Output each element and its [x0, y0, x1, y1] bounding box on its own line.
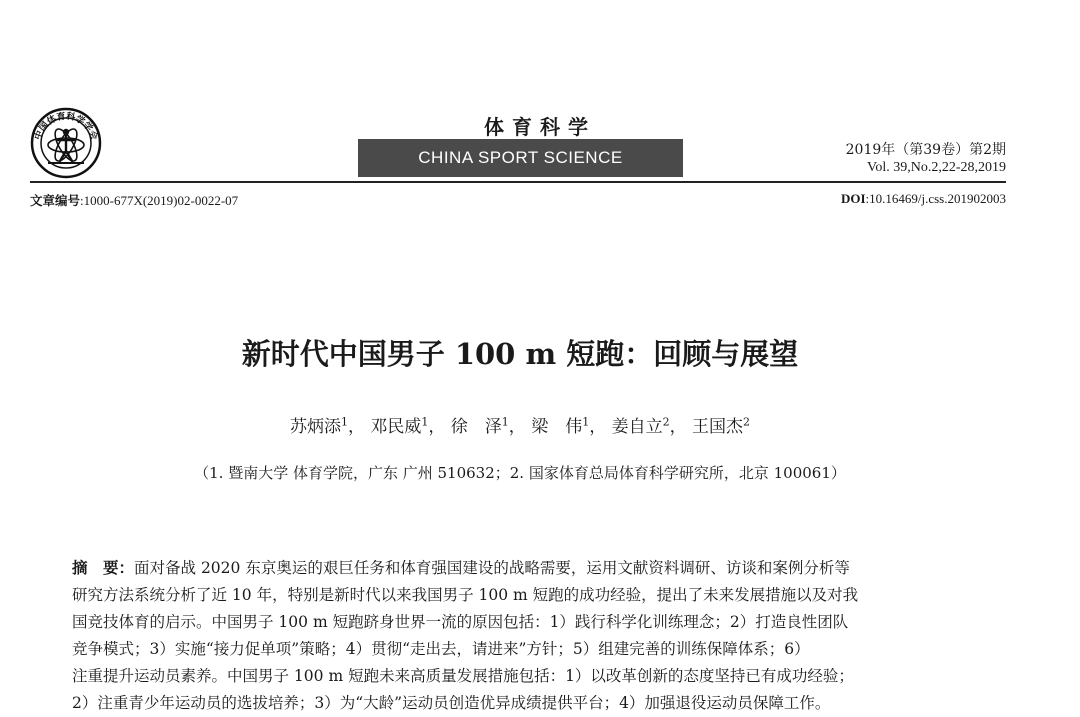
author-affiliation-mark: 2 [743, 415, 751, 429]
journal-name-cn: 体育科学 [484, 115, 596, 139]
abstract-line: 国竞技体育的启示。中国男子 100 m 短跑跻身世界一流的原因包括：1）践行科学化训练理念；2）打造良性团队 [72, 613, 849, 631]
author-name: 徐 泽 [450, 417, 502, 437]
issue-info-en: Vol. 39,No.2,22-28,2019 [867, 160, 1006, 175]
author-affiliation-mark: 1 [340, 415, 348, 429]
article-number-value: :1000-677X(2019)02-0022-07 [80, 193, 239, 208]
abstract-line: 研究方法系统分析了近 10 年，特别是新时代以来我国男子 100 m 短跑的成功经验，提出了未来发展措施以及对我 [72, 586, 859, 604]
article-number-label: 文章编号 [30, 193, 81, 208]
abstract-line: 竞争模式；3）实施“接力促单项”策略；4）贯彻“走出去，请进来”方针；5）组建完善的训练保障体系；6） [72, 640, 810, 658]
author-name: 苏炳添 [289, 417, 341, 437]
author-list: 苏炳添$^1$， 邓民威$^1$， 徐 泽$^1$， 梁 伟$^1$， 姜自立$^2$， 王国杰$^2$ [289, 415, 751, 437]
doi [841, 191, 1006, 207]
article-title: 新时代中国男子 100 m 短跑：回顾与展望 [241, 337, 799, 371]
author-affiliation-mark: 1 [582, 415, 590, 429]
abstract-line: 注重提升运动员素养。中国男子 100 m 短跑未来高质量发展措施包括：1）以改革创新的态度坚持已有成功经验； [72, 667, 854, 685]
affiliations: （1. 暨南大学 体育学院，广东 广州 510632；2. 国家体育总局体育科学研究所，北京 100061） [194, 464, 846, 482]
issue-info-cn: 2019年（第39卷）第2期 [845, 142, 1006, 158]
author-affiliation-mark: 1 [501, 415, 509, 429]
journal-name-en-banner [358, 139, 683, 177]
doi-label: DOI [840, 191, 866, 206]
article-number [30, 191, 238, 209]
abstract [72, 555, 976, 717]
author-name: 王国杰 [692, 417, 744, 437]
author-name: 姜自立 [611, 417, 663, 437]
author-name: 梁 伟 [531, 417, 583, 437]
abstract-line: 2）注重青少年运动员的选拔培养；3）为“大龄”运动员创造优异成绩提供平台；4）加强退役运动员保障工作。 [72, 694, 831, 712]
header-rule [30, 181, 1006, 183]
author-affiliation-mark: 1 [421, 415, 429, 429]
journal-name-en: CHINA SPORT SCIENCE [418, 148, 623, 167]
abstract-label: 摘 要： [72, 559, 135, 577]
logo-text: 中国体育科学学会 [33, 111, 99, 142]
journal-logo [30, 107, 102, 179]
author-name: 邓民威 [370, 417, 422, 437]
author-affiliation-mark: 2 [662, 415, 670, 429]
doi-value: :10.16469/j.css.201902003 [865, 191, 1006, 206]
abstract-line-text: 面对备战 2020 东京奥运的艰巨任务和体育强国建设的战略需要，运用文献资料调研、访谈和案例分析等 [134, 559, 850, 577]
abstract-line [72, 555, 976, 582]
